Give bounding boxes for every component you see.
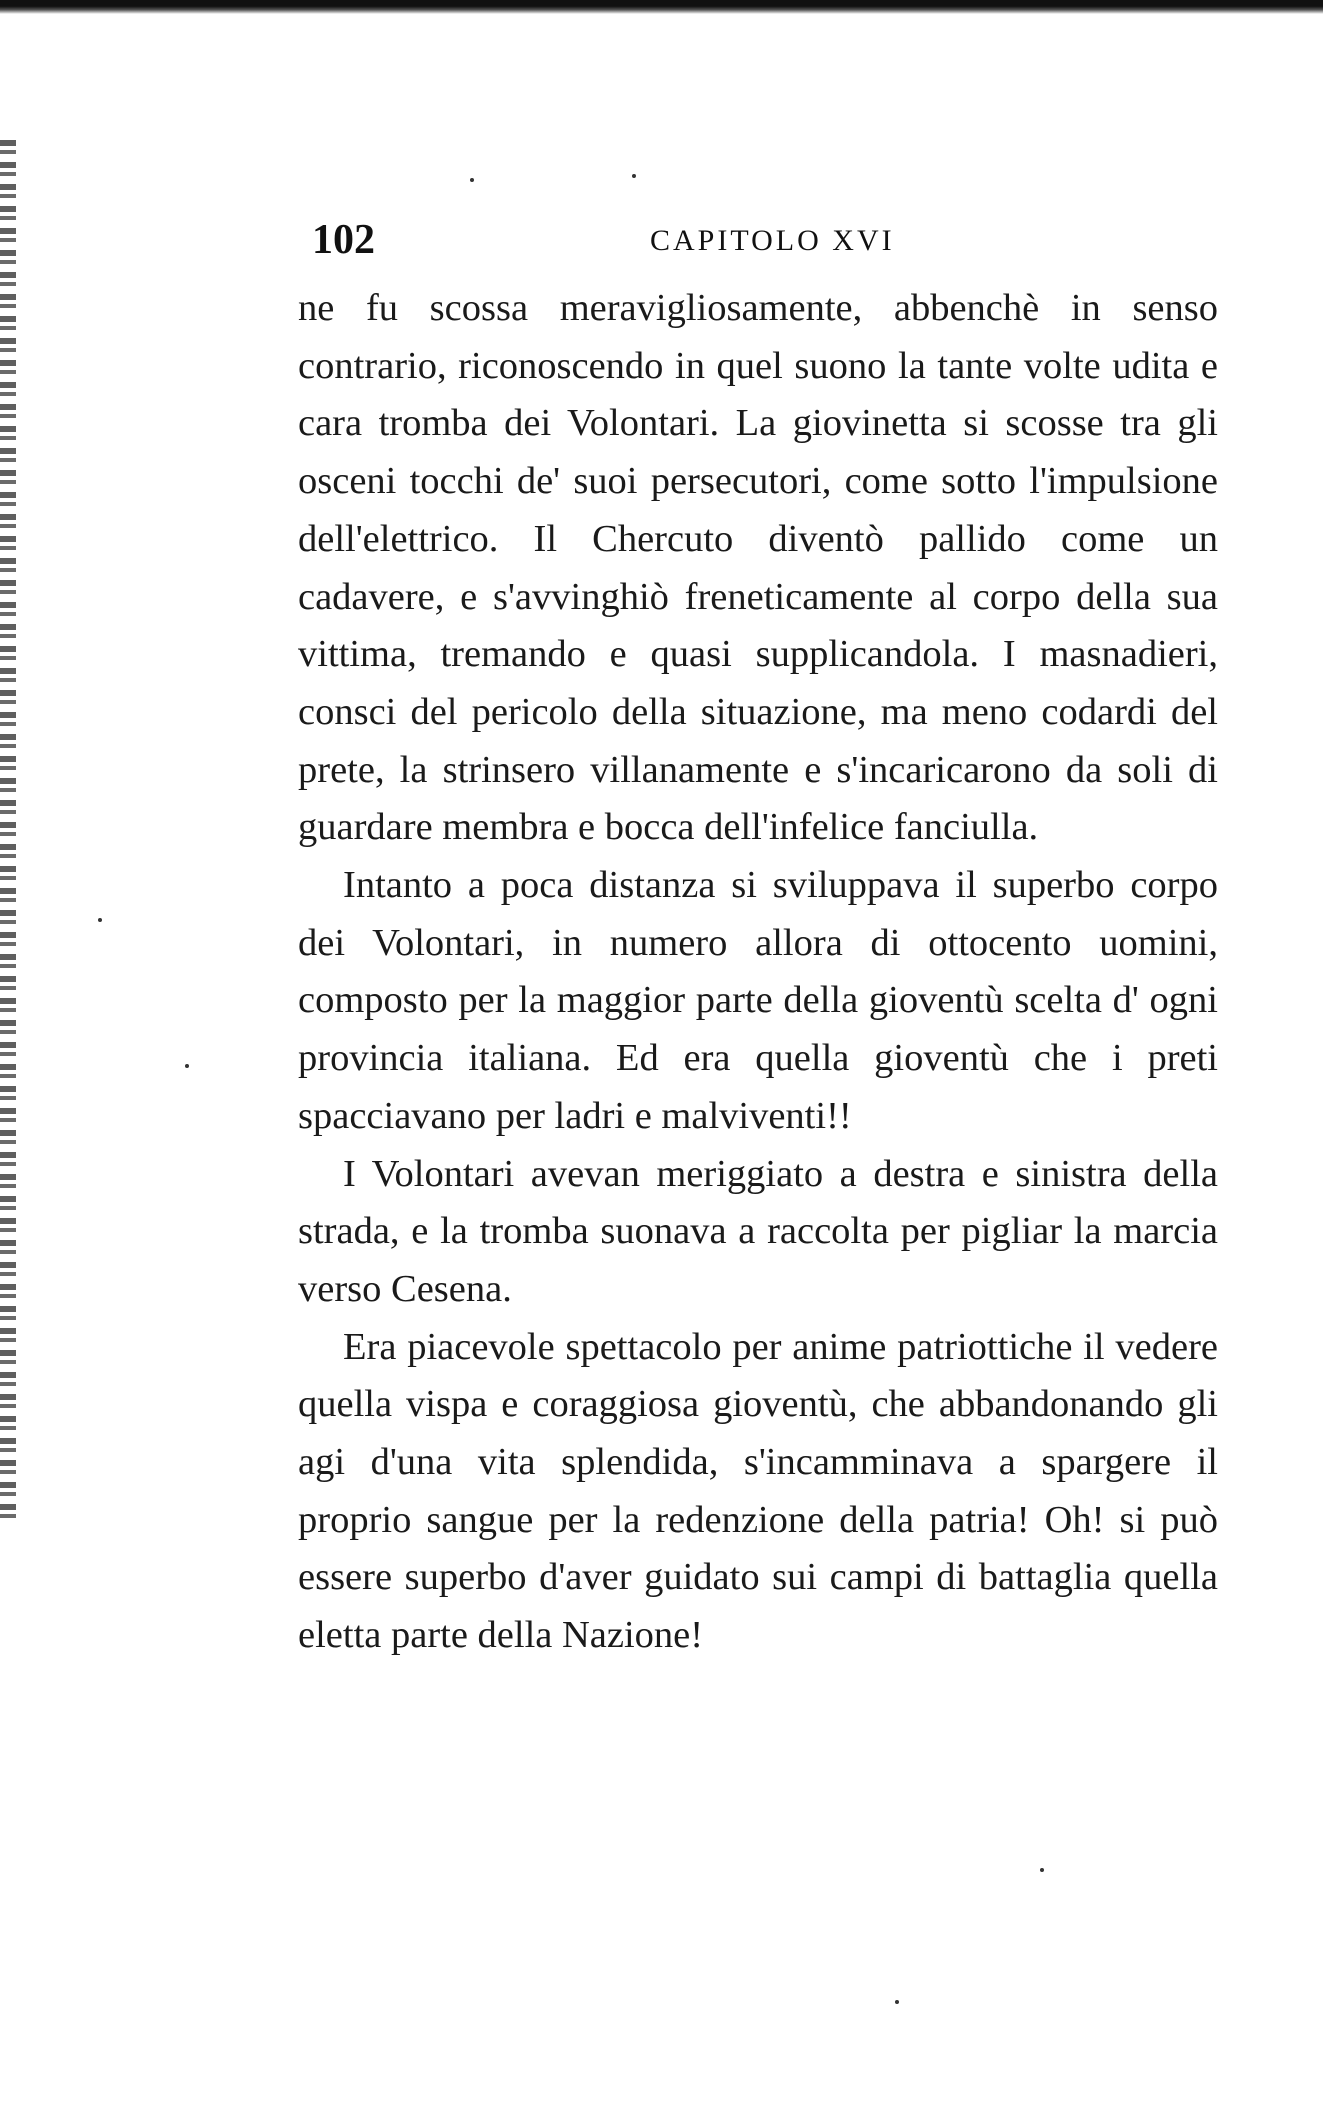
running-head <box>298 210 1218 270</box>
print-speck <box>470 178 474 182</box>
page-top-edge <box>0 0 1323 14</box>
paragraph: I Volontari avevan meriggiato a destra e sinistra della strada, e la tromba suonava a raccolta per pigliar la marcia verso Cesena. <box>298 1152 1218 1310</box>
page-binding-edge <box>0 140 16 1520</box>
print-speck <box>1040 1868 1044 1872</box>
print-speck <box>98 918 102 922</box>
paragraph: ne fu scossa meravigliosamente, abbenchè in senso contrario, riconoscendo in quel suono la tante volte udita e cara tromba dei Volontari. La giovinetta si scosse tra gli osceni tocchi de' suoi persecutori, come sotto l'impulsione dell'elettrico. Il Chercuto diventò pallido come un cadavere, e s'avvinghiò freneticamente al corpo della sua vittima, tremando e quasi supplicandola. I masnadieri, consci del pericolo della situazione, ma meno codardi del prete, la strinsero villanamente e s'incaricarono da soli di guardare membra e bocca dell'infelice fanciulla. <box>298 287 1218 849</box>
print-speck <box>632 174 636 178</box>
chapter-title: CAPITOLO XVI <box>650 224 895 257</box>
paragraph: Intanto a poca distanza si sviluppava il superbo corpo dei Volontari, in numero allora di ottocento uomini, composto per la maggior parte della gioventù scelta d' ogni provincia italiana. Ed era quella gioventù che i preti spacciavano per ladri e malviventi!! <box>298 864 1218 1137</box>
print-speck <box>185 1064 189 1068</box>
print-speck <box>895 2000 899 2004</box>
paragraph: Era piacevole spettacolo per anime patriottiche il vedere quella vispa e coraggiosa gioventù, che abbandonando gli agi d'una vita splendida, s'incamminava a spargere il proprio sangue per la redenzione della patria! Oh! si può essere superbo d'aver guidato sui campi di battaglia quella eletta parte della Nazione! <box>298 1325 1218 1657</box>
body-text <box>298 280 1218 1665</box>
page-number: 102 <box>312 217 375 263</box>
